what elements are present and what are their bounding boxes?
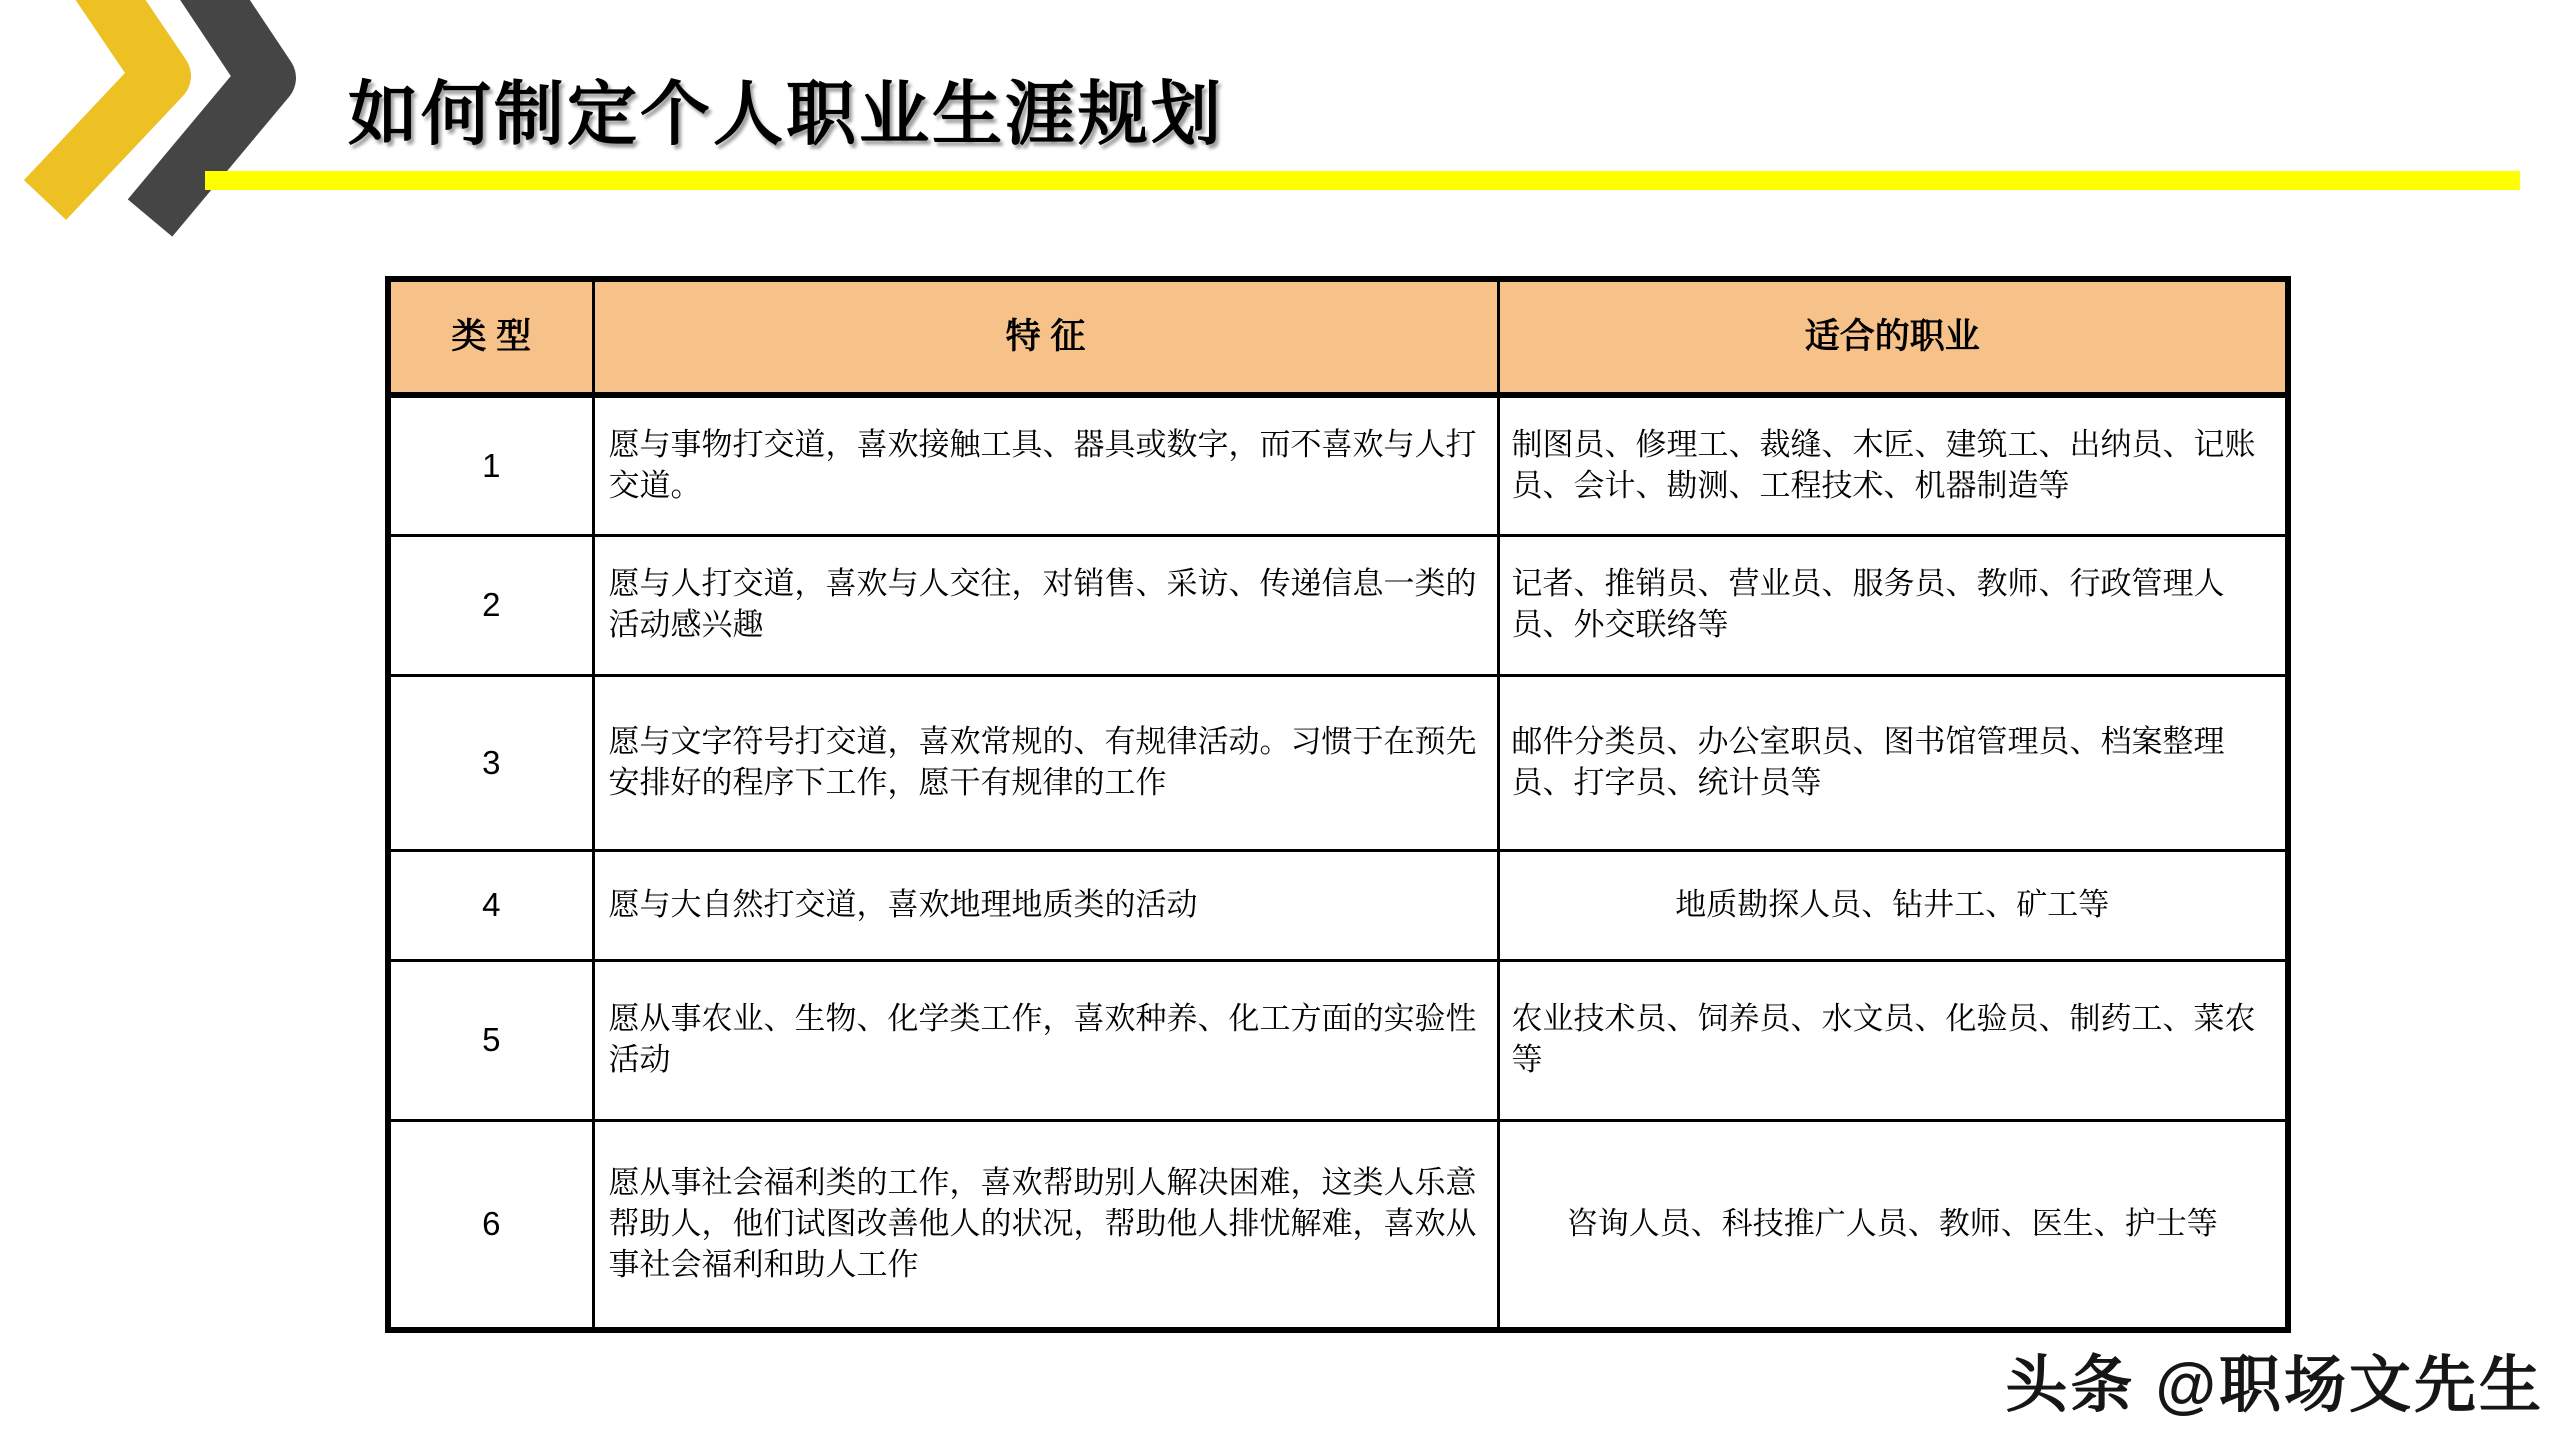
- cell-type: 1: [388, 395, 593, 535]
- cell-type: 3: [388, 675, 593, 850]
- cell-features: 愿从事社会福利类的工作，喜欢帮助别人解决困难，这类人乐意帮助人，他们试图改善他人的状况，帮助他人排忧解难，喜欢从事社会福利和助人工作: [593, 1120, 1498, 1330]
- cell-type: 4: [388, 850, 593, 960]
- cell-features: 愿与大自然打交道，喜欢地理地质类的活动: [593, 850, 1498, 960]
- cell-type: 6: [388, 1120, 593, 1330]
- cell-jobs: 邮件分类员、办公室职员、图书馆管理员、档案整理员、打字员、统计员等: [1498, 675, 2288, 850]
- table-row: [388, 1120, 2288, 1330]
- cell-features: 愿与人打交道，喜欢与人交往，对销售、采访、传递信息一类的活动感兴趣: [593, 535, 1498, 675]
- cell-jobs: 地质勘探人员、钻井工、矿工等: [1498, 850, 2288, 960]
- cell-jobs: 农业技术员、饲养员、水文员、化验员、制药工、菜农等: [1498, 960, 2288, 1120]
- title-underline: [205, 171, 2520, 190]
- chevron-yellow-icon: [45, 0, 162, 200]
- table-row: [388, 675, 2288, 850]
- cell-type: 5: [388, 960, 593, 1120]
- header-jobs: 适合的职业: [1498, 279, 2288, 395]
- chevron-decoration: [0, 0, 340, 240]
- table-row: [388, 395, 2288, 535]
- header-features: 特 征: [593, 279, 1498, 395]
- cell-features: 愿与事物打交道，喜欢接触工具、器具或数字，而不喜欢与人打交道。: [593, 395, 1498, 535]
- table-header-row: [388, 279, 2288, 395]
- watermark: 头条 @职场文先生: [2005, 1351, 2544, 1420]
- table-row: [388, 850, 2288, 960]
- header-type: 类 型: [388, 279, 593, 395]
- cell-type: 2: [388, 535, 593, 675]
- page-title: 如何制定个人职业生涯规划: [348, 75, 1224, 153]
- cell-jobs: 记者、推销员、营业员、服务员、教师、行政管理人员、外交联络等: [1498, 535, 2288, 675]
- cell-jobs: 咨询人员、科技推广人员、教师、医生、护士等: [1498, 1120, 2288, 1330]
- table-row: [388, 960, 2288, 1120]
- table-row: [388, 535, 2288, 675]
- career-types-table: [385, 276, 2291, 1333]
- cell-jobs: 制图员、修理工、裁缝、木匠、建筑工、出纳员、记账员、会计、勘测、工程技术、机器制造等: [1498, 395, 2288, 535]
- cell-features: 愿与文字符号打交道，喜欢常规的、有规律活动。习惯于在预先安排好的程序下工作，愿干有规律的工作: [593, 675, 1498, 850]
- cell-features: 愿从事农业、生物、化学类工作，喜欢种养、化工方面的实验性活动: [593, 960, 1498, 1120]
